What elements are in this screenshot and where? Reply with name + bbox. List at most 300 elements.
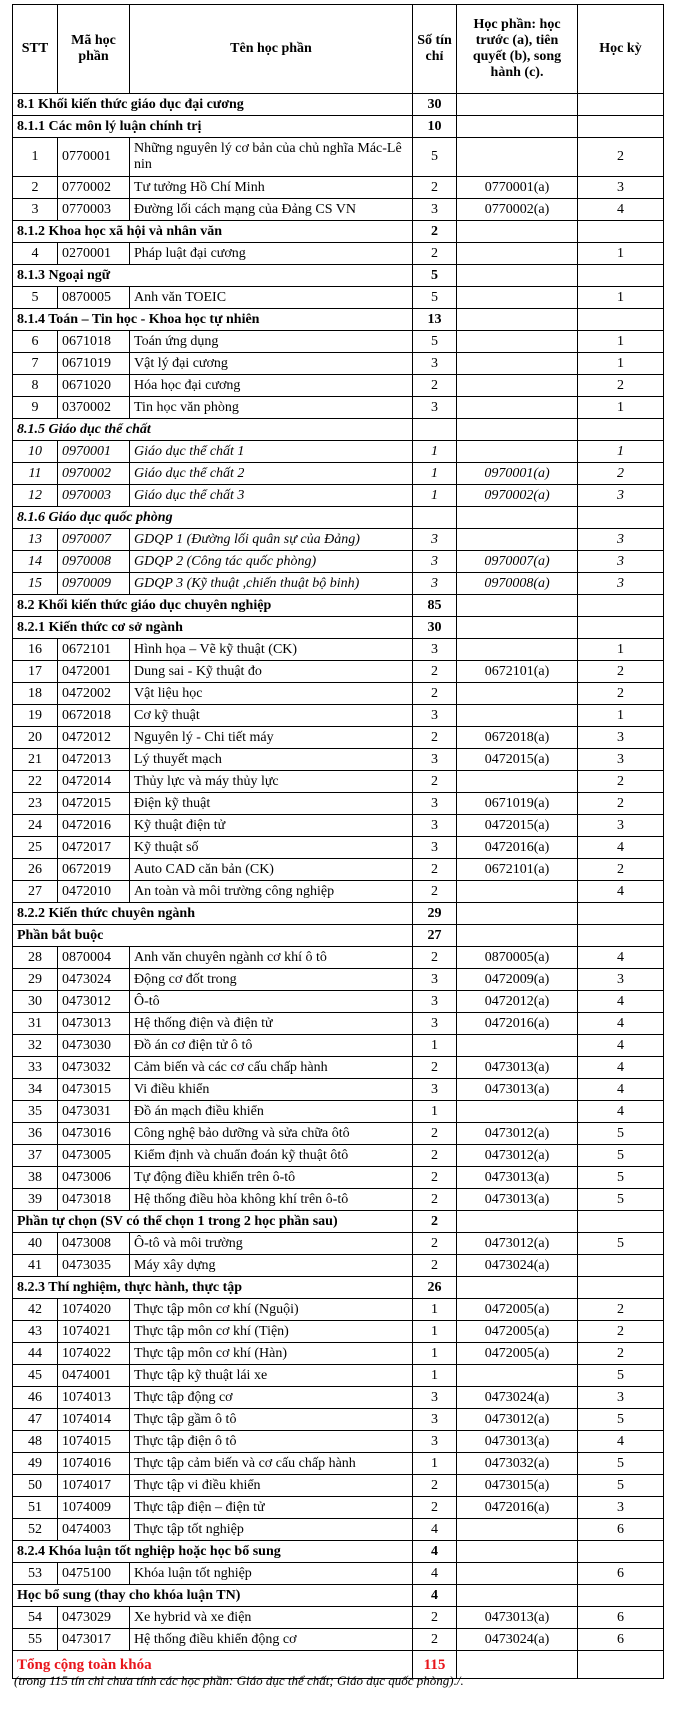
course-prerequisite — [457, 331, 578, 353]
course-stt: 9 — [13, 397, 58, 419]
course-credits: 3 — [413, 749, 457, 771]
course-code: 0270001 — [58, 243, 130, 265]
course-prerequisite — [457, 353, 578, 375]
course-row — [13, 1563, 664, 1585]
course-prerequisite: 0473024(a) — [457, 1629, 578, 1651]
course-stt: 3 — [13, 199, 58, 221]
course-code: 0473024 — [58, 969, 130, 991]
course-code: 0473017 — [58, 1629, 130, 1651]
course-code: 0473030 — [58, 1035, 130, 1057]
empty-cell — [457, 1211, 578, 1233]
course-row — [13, 1387, 664, 1409]
course-code: 0473031 — [58, 1101, 130, 1123]
total-empty-semester — [578, 1651, 664, 1679]
section-row — [13, 419, 664, 441]
course-name: Thực tập cảm biến và cơ cấu chấp hành — [130, 1453, 413, 1475]
section-row — [13, 309, 664, 331]
course-name: Thực tập tốt nghiệp — [130, 1519, 413, 1541]
course-stt: 42 — [13, 1299, 58, 1321]
course-prerequisite: 0473032(a) — [457, 1453, 578, 1475]
course-code: 0671020 — [58, 375, 130, 397]
course-credits: 2 — [413, 1497, 457, 1519]
section-title: 8.2.4 Khóa luận tốt nghiệp hoặc học bổ sung — [13, 1541, 413, 1563]
course-credits: 3 — [413, 1387, 457, 1409]
course-name: Giáo dục thể chất 2 — [130, 463, 413, 485]
course-credits: 2 — [413, 1123, 457, 1145]
course-semester: 3 — [578, 529, 664, 551]
course-stt: 50 — [13, 1475, 58, 1497]
course-credits: 3 — [413, 969, 457, 991]
course-code: 0473012 — [58, 991, 130, 1013]
course-prerequisite — [457, 529, 578, 551]
course-credits: 1 — [413, 1321, 457, 1343]
course-credits: 2 — [413, 1233, 457, 1255]
course-code: 0672019 — [58, 859, 130, 881]
course-row — [13, 375, 664, 397]
course-code: 0474003 — [58, 1519, 130, 1541]
course-name: Nguyên lý - Chi tiết máy — [130, 727, 413, 749]
course-semester: 6 — [578, 1563, 664, 1585]
course-prerequisite: 0770001(a) — [457, 177, 578, 199]
course-code: 0473013 — [58, 1013, 130, 1035]
course-name: Tin học văn phòng — [130, 397, 413, 419]
course-stt: 21 — [13, 749, 58, 771]
course-name: Tư tưởng Hồ Chí Minh — [130, 177, 413, 199]
course-semester: 4 — [578, 837, 664, 859]
course-name: Công nghệ bảo dưỡng và sửa chữa ôtô — [130, 1123, 413, 1145]
course-row — [13, 199, 664, 221]
course-prerequisite: 0671019(a) — [457, 793, 578, 815]
course-semester: 3 — [578, 969, 664, 991]
course-stt: 4 — [13, 243, 58, 265]
course-credits: 1 — [413, 1365, 457, 1387]
course-semester: 4 — [578, 199, 664, 221]
course-row — [13, 1079, 664, 1101]
section-title: 8.1.3 Ngoại ngữ — [13, 265, 413, 287]
course-name: Kiểm định và chuẩn đoán kỹ thuật ôtô — [130, 1145, 413, 1167]
section-credits: 2 — [413, 1211, 457, 1233]
section-credits — [413, 507, 457, 529]
section-title: Phần tự chọn (SV có thể chọn 1 trong 2 học phần sau) — [13, 1211, 413, 1233]
course-stt: 7 — [13, 353, 58, 375]
course-semester: 4 — [578, 991, 664, 1013]
course-row — [13, 991, 664, 1013]
course-credits: 3 — [413, 199, 457, 221]
section-row — [13, 617, 664, 639]
course-semester — [578, 1255, 664, 1277]
course-prerequisite: 0473013(a) — [457, 1057, 578, 1079]
course-code: 0472012 — [58, 727, 130, 749]
course-code: 0473032 — [58, 1057, 130, 1079]
course-stt: 45 — [13, 1365, 58, 1387]
course-prerequisite — [457, 441, 578, 463]
course-credits: 3 — [413, 639, 457, 661]
course-row — [13, 1233, 664, 1255]
course-semester: 5 — [578, 1145, 664, 1167]
course-semester: 1 — [578, 331, 664, 353]
course-prerequisite: 0473012(a) — [457, 1123, 578, 1145]
section-title: 8.2.1 Kiến thức cơ sở ngành — [13, 617, 413, 639]
course-semester: 3 — [578, 177, 664, 199]
course-semester: 3 — [578, 749, 664, 771]
course-row — [13, 969, 664, 991]
course-credits: 2 — [413, 1167, 457, 1189]
section-credits: 30 — [413, 94, 457, 116]
course-row — [13, 485, 664, 507]
course-credits: 3 — [413, 573, 457, 595]
course-stt: 32 — [13, 1035, 58, 1057]
empty-cell — [457, 94, 578, 116]
course-prerequisite: 0473013(a) — [457, 1079, 578, 1101]
course-code: 0870004 — [58, 947, 130, 969]
course-name: Thực tập gầm ô tô — [130, 1409, 413, 1431]
course-code: 0472001 — [58, 661, 130, 683]
course-row — [13, 1299, 664, 1321]
course-credits: 3 — [413, 1409, 457, 1431]
empty-cell — [457, 507, 578, 529]
course-row — [13, 1123, 664, 1145]
course-code: 0970001 — [58, 441, 130, 463]
course-prerequisite — [457, 683, 578, 705]
empty-cell — [578, 221, 664, 243]
course-row — [13, 463, 664, 485]
empty-cell — [457, 925, 578, 947]
course-name: Cơ kỹ thuật — [130, 705, 413, 727]
course-credits: 2 — [413, 1145, 457, 1167]
course-stt: 15 — [13, 573, 58, 595]
course-name: GDQP 3 (Kỹ thuật ,chiến thuật bộ binh) — [130, 573, 413, 595]
course-prerequisite — [457, 1519, 578, 1541]
course-semester: 1 — [578, 353, 664, 375]
course-code: 0671019 — [58, 353, 130, 375]
course-stt: 35 — [13, 1101, 58, 1123]
course-prerequisite: 0472015(a) — [457, 815, 578, 837]
section-title: 8.1.2 Khoa học xã hội và nhân văn — [13, 221, 413, 243]
course-prerequisite: 0473013(a) — [457, 1167, 578, 1189]
course-credits: 1 — [413, 1453, 457, 1475]
course-name: Đồ án cơ điện tử ô tô — [130, 1035, 413, 1057]
course-stt: 37 — [13, 1145, 58, 1167]
course-semester: 5 — [578, 1123, 664, 1145]
course-stt: 55 — [13, 1629, 58, 1651]
course-prerequisite: 0770002(a) — [457, 199, 578, 221]
course-name: Thực tập môn cơ khí (Tiện) — [130, 1321, 413, 1343]
course-row — [13, 138, 664, 177]
empty-cell — [457, 903, 578, 925]
course-row — [13, 1189, 664, 1211]
section-credits: 4 — [413, 1585, 457, 1607]
empty-cell — [578, 1277, 664, 1299]
course-stt: 29 — [13, 969, 58, 991]
course-credits: 2 — [413, 881, 457, 903]
course-code: 1074009 — [58, 1497, 130, 1519]
course-row — [13, 881, 664, 903]
section-row — [13, 1541, 664, 1563]
course-name: GDQP 1 (Đường lối quân sự của Đảng) — [130, 529, 413, 551]
course-credits: 2 — [413, 1057, 457, 1079]
course-stt: 20 — [13, 727, 58, 749]
course-row — [13, 1145, 664, 1167]
course-name: Thực tập điện ô tô — [130, 1431, 413, 1453]
course-name: Xe hybrid và xe điện — [130, 1607, 413, 1629]
course-code: 1074013 — [58, 1387, 130, 1409]
course-code: 0672018 — [58, 705, 130, 727]
course-stt: 22 — [13, 771, 58, 793]
course-semester: 5 — [578, 1475, 664, 1497]
course-stt: 40 — [13, 1233, 58, 1255]
course-credits: 3 — [413, 837, 457, 859]
course-credits: 2 — [413, 1255, 457, 1277]
course-semester: 4 — [578, 1101, 664, 1123]
empty-cell — [457, 116, 578, 138]
course-prerequisite: 0672101(a) — [457, 661, 578, 683]
section-title: 8.2.3 Thí nghiệm, thực hành, thực tập — [13, 1277, 413, 1299]
course-semester: 2 — [578, 661, 664, 683]
course-prerequisite: 0472005(a) — [457, 1299, 578, 1321]
section-credits: 30 — [413, 617, 457, 639]
course-row — [13, 771, 664, 793]
section-title: 8.2.2 Kiến thức chuyên ngành — [13, 903, 413, 925]
course-name: Hệ thống điều hòa không khí trên ô-tô — [130, 1189, 413, 1211]
course-stt: 14 — [13, 551, 58, 573]
course-row — [13, 243, 664, 265]
course-stt: 5 — [13, 287, 58, 309]
course-name: Anh văn TOEIC — [130, 287, 413, 309]
course-name: Hệ thống điện và điện tử — [130, 1013, 413, 1035]
course-semester: 2 — [578, 375, 664, 397]
empty-cell — [578, 1541, 664, 1563]
course-semester: 2 — [578, 793, 664, 815]
section-title: 8.2 Khối kiến thức giáo dục chuyên nghiệp — [13, 595, 413, 617]
course-semester: 5 — [578, 1453, 664, 1475]
course-prerequisite — [457, 1101, 578, 1123]
course-row — [13, 1519, 664, 1541]
empty-cell — [578, 1211, 664, 1233]
course-row — [13, 1013, 664, 1035]
course-credits: 1 — [413, 485, 457, 507]
course-name: Hình họa – Vẽ kỹ thuật (CK) — [130, 639, 413, 661]
course-stt: 25 — [13, 837, 58, 859]
empty-cell — [457, 595, 578, 617]
course-credits: 1 — [413, 1101, 457, 1123]
section-credits: 2 — [413, 221, 457, 243]
empty-cell — [457, 1541, 578, 1563]
course-stt: 2 — [13, 177, 58, 199]
empty-cell — [457, 419, 578, 441]
course-semester: 1 — [578, 287, 664, 309]
course-row — [13, 353, 664, 375]
section-credits: 29 — [413, 903, 457, 925]
empty-cell — [457, 309, 578, 331]
course-credits: 1 — [413, 441, 457, 463]
total-credits: 115 — [413, 1651, 457, 1679]
empty-cell — [578, 903, 664, 925]
course-row — [13, 1101, 664, 1123]
course-name: Đồ án mạch điều khiển — [130, 1101, 413, 1123]
course-row — [13, 639, 664, 661]
course-code: 0473029 — [58, 1607, 130, 1629]
section-title: 8.1.6 Giáo dục quốc phòng — [13, 507, 413, 529]
course-credits: 3 — [413, 815, 457, 837]
course-code: 0472017 — [58, 837, 130, 859]
course-prerequisite: 0970002(a) — [457, 485, 578, 507]
table-body — [13, 94, 664, 1651]
course-stt: 1 — [13, 138, 58, 177]
course-prerequisite: 0473013(a) — [457, 1431, 578, 1453]
course-credits: 2 — [413, 727, 457, 749]
course-name: Giáo dục thể chất 3 — [130, 485, 413, 507]
course-stt: 24 — [13, 815, 58, 837]
course-stt: 43 — [13, 1321, 58, 1343]
course-semester: 2 — [578, 138, 664, 177]
course-code: 0472015 — [58, 793, 130, 815]
course-stt: 44 — [13, 1343, 58, 1365]
course-code: 1074017 — [58, 1475, 130, 1497]
course-row — [13, 1035, 664, 1057]
course-stt: 54 — [13, 1607, 58, 1629]
course-semester: 4 — [578, 1035, 664, 1057]
course-stt: 16 — [13, 639, 58, 661]
course-name: Anh văn chuyên ngành cơ khí ô tô — [130, 947, 413, 969]
course-row — [13, 683, 664, 705]
section-title: Học bổ sung (thay cho khóa luận TN) — [13, 1585, 413, 1607]
section-title: 8.1 Khối kiến thức giáo dục đại cương — [13, 94, 413, 116]
course-row — [13, 947, 664, 969]
course-credits: 2 — [413, 1189, 457, 1211]
course-code: 1074014 — [58, 1409, 130, 1431]
course-code: 0473006 — [58, 1167, 130, 1189]
course-stt: 39 — [13, 1189, 58, 1211]
course-prerequisite: 0472012(a) — [457, 991, 578, 1013]
course-row — [13, 529, 664, 551]
course-row — [13, 1365, 664, 1387]
course-credits: 3 — [413, 353, 457, 375]
course-semester: 1 — [578, 243, 664, 265]
course-semester: 3 — [578, 573, 664, 595]
course-prerequisite: 0473012(a) — [457, 1233, 578, 1255]
course-code: 0970007 — [58, 529, 130, 551]
course-semester: 3 — [578, 815, 664, 837]
course-code: 0472013 — [58, 749, 130, 771]
course-stt: 19 — [13, 705, 58, 727]
course-name: Thực tập động cơ — [130, 1387, 413, 1409]
course-code: 0473005 — [58, 1145, 130, 1167]
course-name: Ô-tô — [130, 991, 413, 1013]
course-row — [13, 1629, 664, 1651]
header-stt: STT — [13, 5, 58, 94]
course-stt: 38 — [13, 1167, 58, 1189]
section-credits: 85 — [413, 595, 457, 617]
course-semester: 6 — [578, 1629, 664, 1651]
course-stt: 31 — [13, 1013, 58, 1035]
course-row — [13, 1167, 664, 1189]
course-code: 0475100 — [58, 1563, 130, 1585]
course-prerequisite: 0473024(a) — [457, 1387, 578, 1409]
empty-cell — [578, 94, 664, 116]
course-semester: 3 — [578, 1497, 664, 1519]
course-semester: 2 — [578, 859, 664, 881]
section-row — [13, 265, 664, 287]
course-prerequisite — [457, 375, 578, 397]
course-semester: 3 — [578, 727, 664, 749]
course-code: 0473035 — [58, 1255, 130, 1277]
course-credits: 2 — [413, 947, 457, 969]
course-prerequisite: 0472015(a) — [457, 749, 578, 771]
course-name: Hệ thống điều khiển động cơ — [130, 1629, 413, 1651]
course-credits: 3 — [413, 793, 457, 815]
course-name: Vi điều khiển — [130, 1079, 413, 1101]
course-stt: 11 — [13, 463, 58, 485]
section-row — [13, 903, 664, 925]
course-name: Dung sai - Kỹ thuật đo — [130, 661, 413, 683]
course-prerequisite: 0970007(a) — [457, 551, 578, 573]
course-stt: 17 — [13, 661, 58, 683]
course-row — [13, 837, 664, 859]
empty-cell — [578, 1585, 664, 1607]
header-credits: Số tín chỉ — [413, 5, 457, 94]
course-credits: 2 — [413, 375, 457, 397]
course-credits: 3 — [413, 551, 457, 573]
course-semester: 1 — [578, 639, 664, 661]
course-semester: 2 — [578, 771, 664, 793]
section-credits: 10 — [413, 116, 457, 138]
course-code: 0970009 — [58, 573, 130, 595]
course-credits: 3 — [413, 1013, 457, 1035]
section-row — [13, 1211, 664, 1233]
course-stt: 10 — [13, 441, 58, 463]
course-name: Thực tập môn cơ khí (Nguội) — [130, 1299, 413, 1321]
course-prerequisite — [457, 771, 578, 793]
section-row — [13, 1585, 664, 1607]
course-name: Kỹ thuật điện tử — [130, 815, 413, 837]
course-name: Khóa luận tốt nghiệp — [130, 1563, 413, 1585]
course-credits: 1 — [413, 1035, 457, 1057]
course-name: Thực tập môn cơ khí (Hàn) — [130, 1343, 413, 1365]
course-code: 0472010 — [58, 881, 130, 903]
course-prerequisite: 0472009(a) — [457, 969, 578, 991]
section-title: 8.1.5 Giáo dục thể chất — [13, 419, 413, 441]
course-code: 0672101 — [58, 639, 130, 661]
course-prerequisite — [457, 243, 578, 265]
section-credits: 5 — [413, 265, 457, 287]
course-prerequisite: 0473013(a) — [457, 1189, 578, 1211]
section-row — [13, 116, 664, 138]
table-header-row — [13, 5, 664, 94]
course-prerequisite — [457, 639, 578, 661]
course-code: 0970003 — [58, 485, 130, 507]
section-row — [13, 221, 664, 243]
course-semester: 5 — [578, 1409, 664, 1431]
course-prerequisite: 0472016(a) — [457, 837, 578, 859]
empty-cell — [578, 595, 664, 617]
course-credits: 3 — [413, 1431, 457, 1453]
section-row — [13, 1277, 664, 1299]
course-credits: 4 — [413, 1519, 457, 1541]
empty-cell — [578, 265, 664, 287]
section-title: 8.1.4 Toán – Tin học - Khoa học tự nhiên — [13, 309, 413, 331]
course-semester: 3 — [578, 485, 664, 507]
course-code: 1074021 — [58, 1321, 130, 1343]
course-name: Vật lý đại cương — [130, 353, 413, 375]
course-prerequisite: 0672101(a) — [457, 859, 578, 881]
course-credits: 2 — [413, 243, 457, 265]
empty-cell — [457, 617, 578, 639]
course-prerequisite — [457, 705, 578, 727]
course-credits: 3 — [413, 397, 457, 419]
course-credits: 2 — [413, 177, 457, 199]
course-credits: 5 — [413, 138, 457, 177]
course-stt: 47 — [13, 1409, 58, 1431]
